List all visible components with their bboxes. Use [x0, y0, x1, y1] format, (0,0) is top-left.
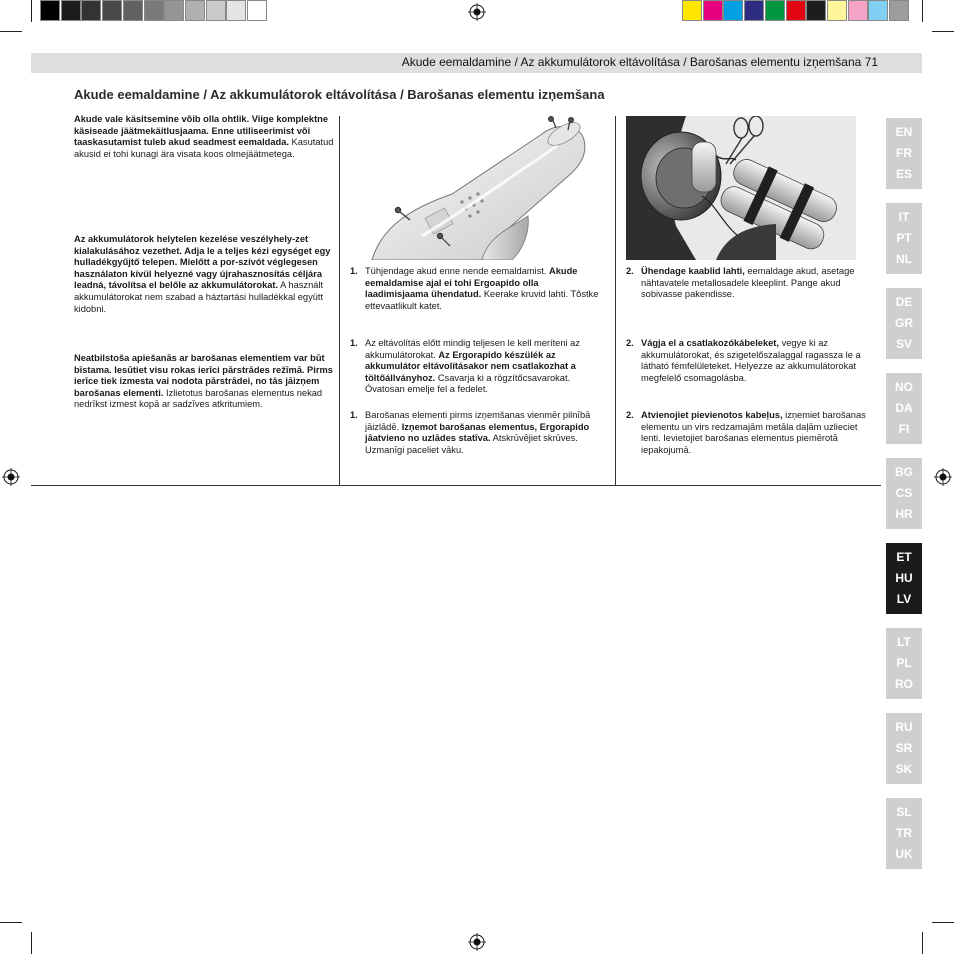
- gray-swatch: [61, 0, 81, 21]
- process-swatch: [806, 0, 826, 21]
- gray-swatch: [247, 0, 267, 21]
- language-group[interactable]: [886, 118, 922, 189]
- figure-cover-screws: [352, 116, 597, 260]
- language-code[interactable]: RU: [895, 720, 913, 734]
- battery-pack-illustration: [626, 116, 856, 260]
- column-divider: [339, 116, 340, 486]
- step-text-bold: Ühendage kaablid lahti,: [641, 266, 745, 276]
- warning-hu: [74, 234, 336, 315]
- language-code[interactable]: BG: [895, 465, 913, 479]
- registration-mark-icon: [468, 933, 486, 951]
- step-number: 1.: [350, 266, 358, 276]
- crop-mark: [922, 932, 923, 954]
- registration-mark-icon: [934, 468, 952, 486]
- step-text-bold: Atvienojiet pievienotos kabeļus,: [641, 410, 783, 420]
- gray-swatch: [144, 0, 164, 21]
- language-code[interactable]: ES: [895, 167, 912, 181]
- step-text: eemaldage akud, asetage nähtavatele metallosadele kleeplint. Pange akud sobivasse pakendisse.: [641, 266, 855, 300]
- process-swatch: [786, 0, 806, 21]
- process-swatch: [868, 0, 888, 21]
- step-text: Csavarja ki a rögzítőcsavarokat. Óvatosan emelje fel a fedelet.: [365, 372, 571, 395]
- language-code[interactable]: LT: [897, 635, 911, 649]
- language-code[interactable]: RO: [895, 677, 913, 691]
- crop-mark: [0, 31, 22, 32]
- step-text: Tühjendage akud enne nende eemaldamist.: [365, 266, 550, 276]
- process-swatch: [682, 0, 702, 21]
- language-code[interactable]: DE: [895, 295, 913, 309]
- language-code[interactable]: SK: [895, 762, 913, 776]
- step-number: 1.: [350, 338, 358, 348]
- gray-swatch: [226, 0, 246, 21]
- bottom-rule: [31, 485, 881, 486]
- language-code[interactable]: GR: [895, 316, 913, 330]
- language-code[interactable]: HU: [895, 571, 913, 585]
- page-title: Akude eemaldamine / Az akkumulátorok eltávolítása / Barošanas elementu izņemšana: [74, 87, 605, 102]
- figure-cut-cables: [626, 116, 856, 260]
- language-group[interactable]: [886, 288, 922, 359]
- language-code[interactable]: TR: [896, 826, 912, 840]
- language-code[interactable]: SV: [895, 337, 912, 351]
- language-code[interactable]: FR: [896, 146, 912, 160]
- step-number: 2.: [626, 410, 634, 420]
- step-text-bold: Vágja el a csatlakozókábeleket,: [641, 338, 779, 348]
- running-header-text: Akude eemaldamine / Az akkumulátorok eltávolítása / Barošanas elementu izņemšana 71: [401, 55, 878, 69]
- step-number: 2.: [626, 266, 634, 276]
- step-text-bold: Az Ergorapido készülék az akkumulátor eltávolításakor nem csatlakozhat a töltőállványhoz.: [365, 349, 576, 383]
- language-code[interactable]: UK: [895, 847, 913, 861]
- crop-mark: [31, 0, 32, 22]
- language-code[interactable]: PL: [896, 656, 912, 670]
- language-code[interactable]: SR: [895, 741, 913, 755]
- language-code[interactable]: ET: [896, 550, 912, 564]
- column-divider: [615, 116, 616, 486]
- language-code[interactable]: HR: [895, 507, 913, 521]
- step-text: Keerake kruvid lahti. Tõstke ettevaatlikult katet.: [365, 289, 599, 311]
- gray-swatch: [81, 0, 101, 21]
- language-group[interactable]: [886, 373, 922, 444]
- running-header: [31, 53, 922, 73]
- warning-hu-bold: Az akkumulátorok helytelen kezelése veszélyhely-zet kialakulásához vezethet. Adja le a teljes kézi egységet egy hulladékgyűjtő telepen. Mielőtt a por-szívót véglegesen használaton kívül helyezné vagy újrahasznosítás céljára leadná, távolítsa el belőle az akkumulátorokat.: [74, 234, 331, 291]
- gray-swatch: [164, 0, 184, 21]
- gray-swatch: [40, 0, 60, 21]
- process-swatch: [889, 0, 909, 21]
- language-code[interactable]: CS: [895, 486, 913, 500]
- gray-swatch: [123, 0, 143, 21]
- process-swatch: [848, 0, 868, 21]
- process-swatch: [827, 0, 847, 21]
- language-code[interactable]: DA: [895, 401, 913, 415]
- crop-mark: [31, 932, 32, 954]
- language-group[interactable]: [886, 628, 922, 699]
- language-group[interactable]: [886, 543, 922, 614]
- language-group[interactable]: [886, 713, 922, 784]
- warning-hu-normal: A használt akkumulátorokat nem szabad a háztartási hulladékkal együtt kidobni.: [74, 280, 324, 314]
- language-code[interactable]: FI: [898, 422, 910, 436]
- step-number: 1.: [350, 410, 358, 420]
- language-code[interactable]: PT: [896, 231, 912, 245]
- warning-lv-bold: Neatbilstoša apiešanās ar barošanas elementiem var būt bīstama. Iesūtiet visu rokas ierīci pārstrādes režīmā. Pirms ierīce tiek izmesta vai nodota pārstrādei, no tās jāizņem barošanas elementi.: [74, 353, 333, 398]
- warning-lv-normal: Izlietotus barošanas elementus nekad nedrīkst izmest kopā ar sadzīves atkritumiem.: [74, 387, 323, 410]
- warning-lv: [74, 353, 336, 411]
- registration-mark-icon: [2, 468, 20, 486]
- warning-et-bold: Akude vale käsitsemine võib olla ohtlik. Viige komplektne käsiseade jäätmekäitlusjaama. Enne utiliseerimist või taaskasutamist tuleb akud seadmest eemaldada.: [74, 114, 329, 148]
- language-code[interactable]: IT: [898, 210, 910, 224]
- crop-mark: [0, 922, 22, 923]
- language-code[interactable]: EN: [895, 125, 913, 139]
- process-swatch: [765, 0, 785, 21]
- warning-et-normal: Kasutatud akusid ei tohi kunagi ära visata koos olmejäätmetega.: [74, 137, 334, 159]
- process-swatch: [703, 0, 723, 21]
- vacuum-cover-illustration: [352, 116, 597, 260]
- crop-mark: [932, 31, 954, 32]
- warning-et: [74, 114, 336, 160]
- gray-swatch: [102, 0, 122, 21]
- step-text: izņemiet barošanas elementu un virs redzamajām metāla daļām uzlieciet lenti. Ievietojiet barošanas elementus piemērotā iepakojumā.: [641, 410, 866, 455]
- step-text: vegye ki az akkumulátorokat, és szigetelőszalaggal ragassza le a látható fémfelületeket. Helyezze az akkumulátorokat megfelelő csomagolásba.: [641, 338, 861, 383]
- gray-swatch: [206, 0, 226, 21]
- step-text: Az eltávolítás előtt mindig teljesen le kell meríteni az akkumulátorokat.: [365, 338, 580, 360]
- step-text: Atskrūvējiet skrūves. Uzmanīgi paceliet vāku.: [365, 433, 578, 455]
- language-code[interactable]: LV: [896, 592, 912, 606]
- language-code[interactable]: SL: [896, 805, 912, 819]
- language-group[interactable]: [886, 798, 922, 869]
- step-text-bold: Izņemot barošanas elementus, Ergorapido jāatvieno no uzlādes statīva.: [365, 421, 590, 444]
- crop-mark: [932, 922, 954, 923]
- language-code[interactable]: NO: [895, 380, 913, 394]
- registration-mark-icon: [468, 3, 486, 21]
- language-group[interactable]: [886, 203, 922, 274]
- process-swatch: [744, 0, 764, 21]
- language-group[interactable]: [886, 458, 922, 529]
- step-number: 2.: [626, 338, 634, 348]
- step-text-bold: Akude eemaldamise ajal ei tohi Ergoapido olla laadimisjaama ühendatud.: [365, 266, 578, 300]
- step-text: Barošanas elementi pirms izņemšanas vienmēr pilnībā jāizlādē.: [365, 410, 591, 432]
- crop-mark: [922, 0, 923, 22]
- process-swatch: [723, 0, 743, 21]
- gray-swatch: [185, 0, 205, 21]
- language-code[interactable]: NL: [896, 252, 912, 266]
